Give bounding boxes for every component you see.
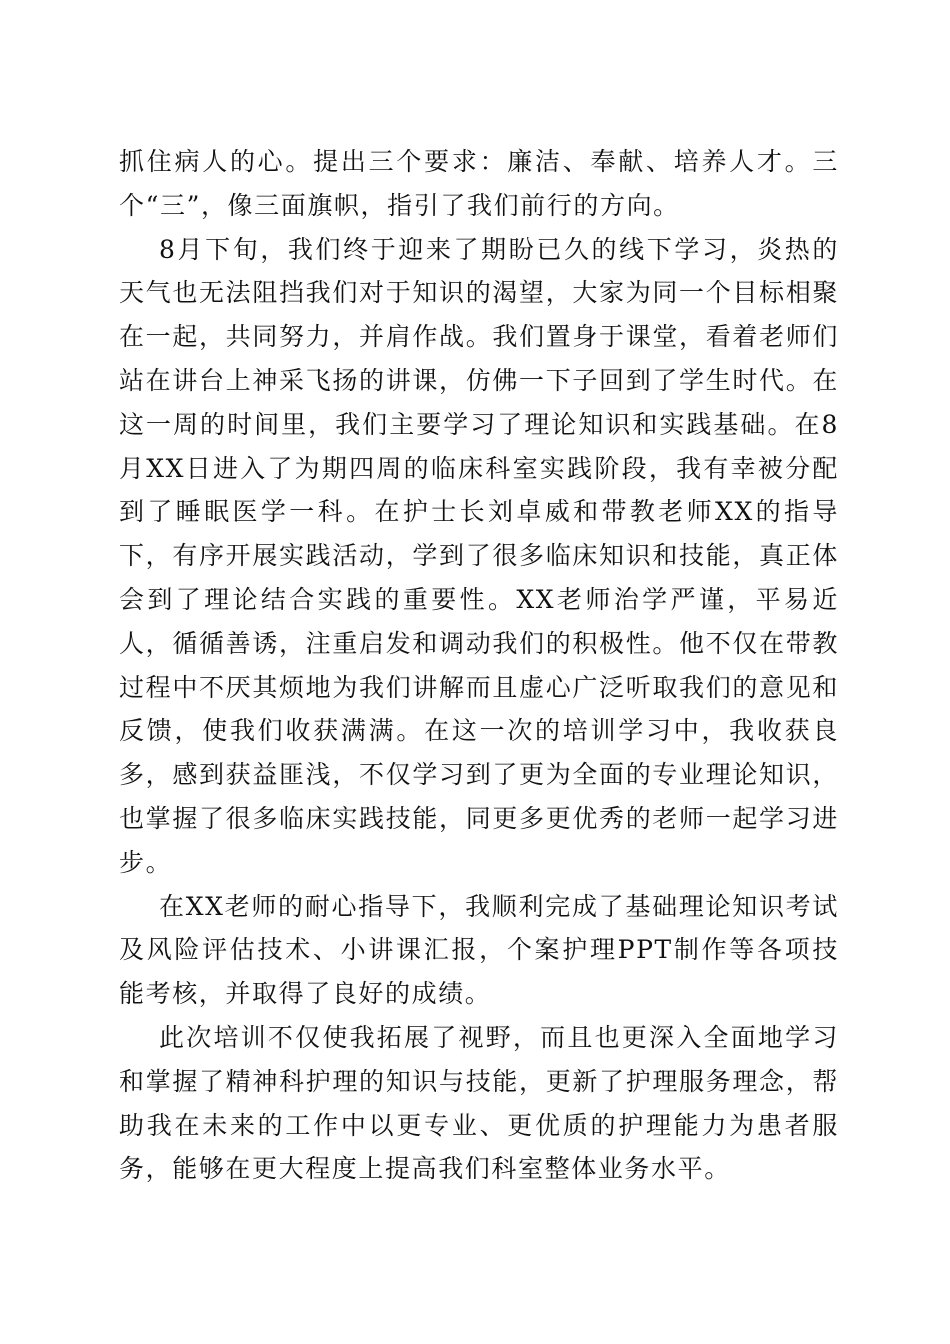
- document-body: [119, 140, 839, 1191]
- paragraph-assessment: 在XX老师的耐心指导下，我顺利完成了基础理论知识考试及风险评估技术、小讲课汇报，个案护理PPT制作等各项技能考核，并取得了良好的成绩。: [119, 891, 839, 1009]
- paragraph-offline-study: 8月下旬，我们终于迎来了期盼已久的线下学习，炎热的天气也无法阻挡我们对于知识的渴望，大家为同一个目标相聚在一起，共同努力，并肩作战。我们置身于课堂，看着老师们站在讲台上神采飞扬的讲课，仿佛一下子回到了学生时代。在这一周的时间里，我们主要学习了理论知识和实践基础。在8月XX日进入了为期四周的临床科室实践阶段，我有幸被分配到了睡眠医学一科。在护士长刘卓威和带教老师XX的指导下，有序开展实践活动，学到了很多临床知识和技能，真正体会到了理论结合实践的重要性。XX老师治学严谨，平易近人，循循善诱，注重启发和调动我们的积极性。他不仅在带教过程中不厌其烦地为我们讲解而且虚心广泛听取我们的意见和反馈，使我们收获满满。在这一次的培训学习中，我收获良多，感到获益匪浅，不仅学习到了更为全面的专业理论知识，也掌握了很多临床实践技能，同更多更优秀的老师一起学习进步。: [119, 234, 839, 877]
- paragraph-conclusion: 此次培训不仅使我拓展了视野，而且也更深入全面地学习和掌握了精神科护理的知识与技能，更新了护理服务理念，帮助我在未来的工作中以更专业、更优质的护理能力为患者服务，能够在更大程度上提高我们科室整体业务水平。: [119, 1022, 839, 1184]
- paragraph-continuation: 抓住病人的心。提出三个要求：廉洁、奉献、培养人才。三个“三”，像三面旗帜，指引了我们前行的方向。: [119, 147, 839, 220]
